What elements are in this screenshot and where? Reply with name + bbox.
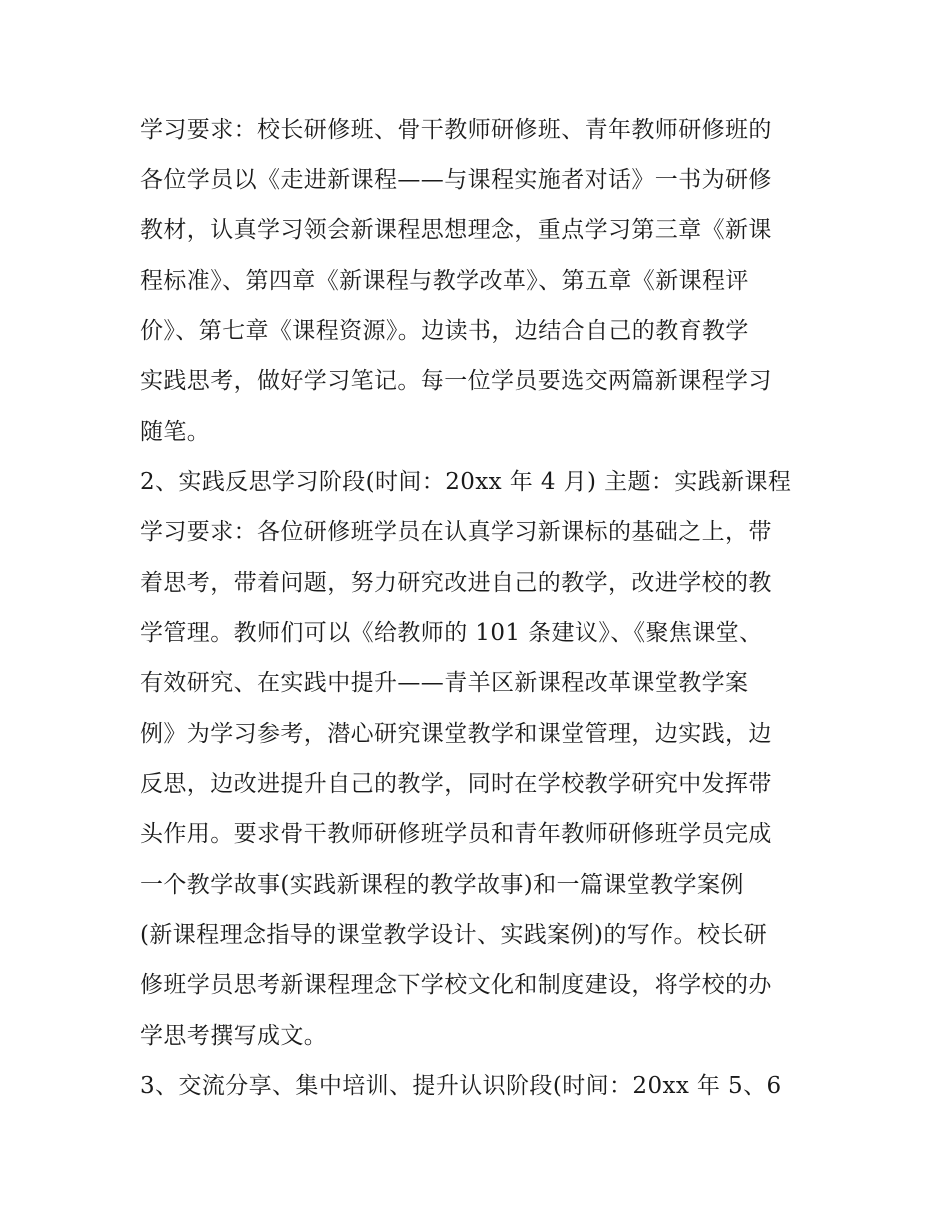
text-line: 教材，认真学习领会新课程思想理念，重点学习第三章《新课 bbox=[140, 217, 772, 243]
text-line: 实践思考，做好学习笔记。每一位学员要选交两篇新课程学习 bbox=[140, 368, 772, 394]
text-line: 一个教学故事(实践新课程的教学故事)和一篇课堂教学案例 bbox=[140, 872, 744, 898]
text-line: 各位学员以《走进新课程——与课程实施者对话》一书为研修 bbox=[140, 167, 772, 193]
text-line: 反思，边改进提升自己的教学，同时在学校教学研究中发挥带 bbox=[140, 771, 772, 797]
text-line: 学习要求：各位研修班学员在认真学习新课标的基础之上，带 bbox=[140, 519, 772, 545]
text-line: 学思考撰写成文。 bbox=[140, 1023, 328, 1049]
text-line: 修班学员思考新课程理念下学校文化和制度建设，将学校的办 bbox=[140, 972, 772, 998]
text-line: 头作用。要求骨干教师研修班学员和青年教师研修班学员完成 bbox=[140, 821, 772, 847]
text-line: 随笔。 bbox=[140, 419, 211, 445]
section-heading: 3、交流分享、集中培训、提升认识阶段(时间：20xx 年 5、6 bbox=[140, 1073, 782, 1099]
text-line: 学管理。教师们可以《给教师的 101 条建议》、《聚焦课堂、 bbox=[140, 620, 763, 646]
text-line: 程标准》、第四章《新课程与教学改革》、第五章《新课程评 bbox=[140, 268, 749, 294]
text-line: 价》、第七章《课程资源》。边读书，边结合自己的教育教学 bbox=[140, 318, 749, 344]
text-line: 着思考，带着问题，努力研究改进自己的教学，改进学校的教 bbox=[140, 570, 772, 596]
text-line: 有效研究、在实践中提升——青羊区新课程改革课堂教学案 bbox=[140, 670, 749, 696]
text-line: 例》为学习参考，潜心研究课堂教学和课堂管理，边实践，边 bbox=[140, 721, 772, 747]
text-line: (新课程理念指导的课堂教学设计、实践案例)的写作。校长研 bbox=[140, 922, 768, 948]
section-heading: 2、实践反思学习阶段(时间：20xx 年 4 月) 主题：实践新课程 bbox=[140, 469, 792, 495]
text-line: 学习要求：校长研修班、骨干教师研修班、青年教师研修班的 bbox=[140, 117, 772, 143]
